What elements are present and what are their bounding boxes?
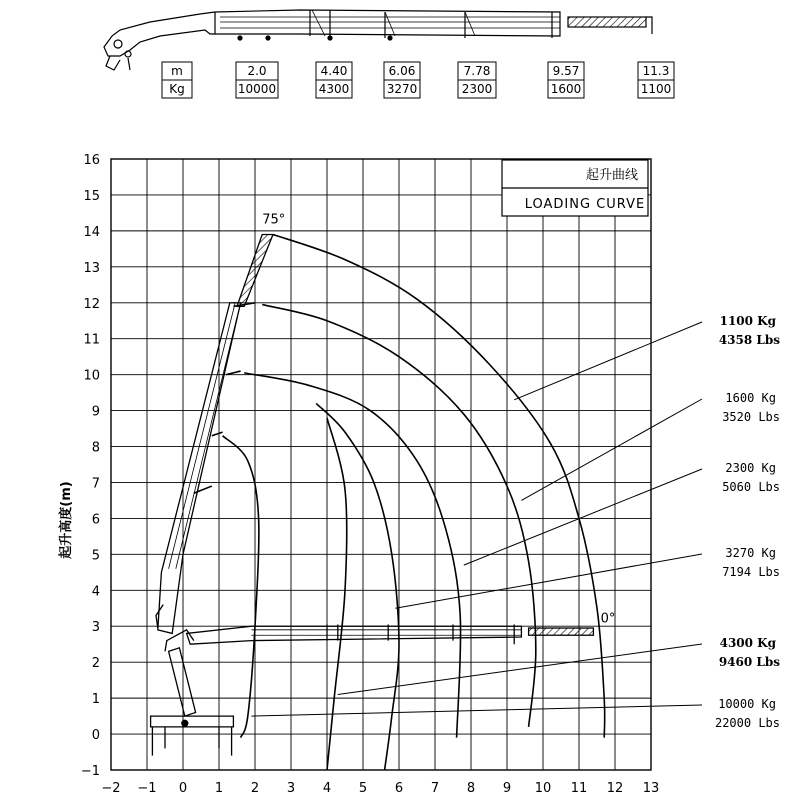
legend-leader-line xyxy=(338,644,702,695)
crane-column xyxy=(169,648,196,716)
load-curve-5 xyxy=(327,418,347,770)
crane-boom-joints xyxy=(327,624,514,644)
x-tick-label: 9 xyxy=(502,781,512,796)
legend-kg: 10000 Kg xyxy=(718,697,776,711)
angle-75-label: 75° xyxy=(262,212,286,228)
legend-leader-line xyxy=(395,554,702,608)
chart-title-cn: 起升曲线 xyxy=(585,168,639,183)
load-curve-6 xyxy=(223,436,259,738)
x-tick-label: 5 xyxy=(358,781,368,796)
load-curve-4 xyxy=(316,403,399,770)
table-col-3 xyxy=(384,62,420,98)
y-tick-label: 16 xyxy=(83,153,100,168)
legend-leader-line xyxy=(521,399,702,500)
load-table xyxy=(162,62,674,98)
table-reach: 6.06 xyxy=(388,64,416,78)
legend xyxy=(715,314,780,730)
legend-leader-line xyxy=(514,322,702,400)
table-unit-m: m xyxy=(171,64,183,78)
legend-kg: 1600 Kg xyxy=(725,391,776,405)
y-tick-label: 13 xyxy=(83,260,100,276)
table-reach: 7.78 xyxy=(463,64,491,78)
y-tick-label: 10 xyxy=(83,368,100,384)
legend-lbs: 9460 Lbs xyxy=(718,655,780,669)
legend-leader-line xyxy=(251,705,702,716)
top-boom-drawing xyxy=(104,10,652,70)
x-tick-label: 3 xyxy=(286,781,296,796)
table-col-6 xyxy=(638,62,674,98)
y-tick-label: 11 xyxy=(83,332,100,348)
crane-base-pivot xyxy=(182,720,188,726)
y-tick-label: 15 xyxy=(83,188,100,204)
legend-lbs: 7194 Lbs xyxy=(722,565,780,579)
table-reach: 11.3 xyxy=(642,64,670,78)
y-tick-label: 0 xyxy=(91,728,100,744)
crane-boom-raised-sections xyxy=(169,303,237,569)
x-tick-label: 8 xyxy=(466,781,476,796)
y-tick-label: 1 xyxy=(91,692,100,708)
table-col-2 xyxy=(316,62,352,98)
crane-side-view xyxy=(151,234,594,755)
table-reach: 9.57 xyxy=(552,64,580,78)
chart-title-en: LOADING CURVE xyxy=(524,197,646,212)
x-tick-label: 11 xyxy=(570,781,588,796)
y-axis-label: 起升高度(m) xyxy=(59,481,74,559)
table-reach: 2.0 xyxy=(247,64,267,78)
x-tick-label: 12 xyxy=(606,781,624,796)
y-tick-label: 5 xyxy=(91,548,100,564)
legend-kg: 2300 Kg xyxy=(725,461,776,475)
x-tick-label: 1 xyxy=(214,781,224,796)
table-load: 10000 xyxy=(237,82,277,96)
x-tick-label: −1 xyxy=(137,781,157,796)
crane-boom-horizontal-sections xyxy=(251,630,521,635)
x-tick-label: 13 xyxy=(642,781,660,796)
load-curves xyxy=(223,234,605,770)
table-load: 1100 xyxy=(640,82,672,96)
y-tick-label: 9 xyxy=(91,404,100,420)
legend-lbs: 4358 Lbs xyxy=(718,333,780,347)
chart-title-box xyxy=(502,160,648,216)
y-tick-label: 6 xyxy=(91,512,100,528)
x-tick-label: 6 xyxy=(394,781,404,796)
legend-lbs: 3520 Lbs xyxy=(722,410,780,424)
table-header-cell xyxy=(162,62,192,98)
y-tick-label: 8 xyxy=(91,440,100,456)
table-col-1 xyxy=(236,62,278,98)
legend-leaders xyxy=(251,322,702,716)
angle-0-label: 0° xyxy=(600,611,616,627)
crane-outriggers xyxy=(152,727,231,756)
table-reach: 4.40 xyxy=(320,64,348,78)
x-tick-label: −2 xyxy=(101,781,121,796)
x-tick-label: 10 xyxy=(534,781,552,796)
crane-jib-horizontal xyxy=(529,628,594,635)
table-load: 3270 xyxy=(386,82,418,96)
chart-grid xyxy=(111,159,651,770)
table-unit-kg: Kg xyxy=(169,82,185,96)
y-tick-label: 4 xyxy=(91,584,100,600)
table-col-5 xyxy=(548,62,584,98)
x-tick-label: 2 xyxy=(250,781,260,796)
crane-base xyxy=(151,716,234,727)
x-tick-label: 4 xyxy=(322,781,332,796)
y-tick-label: 12 xyxy=(83,296,100,312)
legend-kg: 4300 Kg xyxy=(719,636,776,650)
legend-lbs: 5060 Lbs xyxy=(722,480,780,494)
table-load: 4300 xyxy=(318,82,350,96)
legend-leader-line xyxy=(464,469,702,565)
x-tick-label: 7 xyxy=(430,781,440,796)
table-load: 2300 xyxy=(461,82,493,96)
load-curve-3 xyxy=(244,373,460,738)
y-tick-label: 3 xyxy=(91,620,100,636)
table-load: 1600 xyxy=(550,82,582,96)
y-tick-label: 2 xyxy=(91,656,100,672)
y-tick-label: −1 xyxy=(80,764,100,779)
legend-kg: 1100 Kg xyxy=(719,314,776,328)
legend-lbs: 22000 Lbs xyxy=(714,716,780,730)
x-tick-label: 0 xyxy=(178,781,188,796)
y-tick-label: 7 xyxy=(91,476,100,492)
table-col-4 xyxy=(458,62,496,98)
y-tick-label: 14 xyxy=(83,224,100,240)
plot-frame xyxy=(111,159,651,770)
legend-kg: 3270 Kg xyxy=(725,546,776,560)
